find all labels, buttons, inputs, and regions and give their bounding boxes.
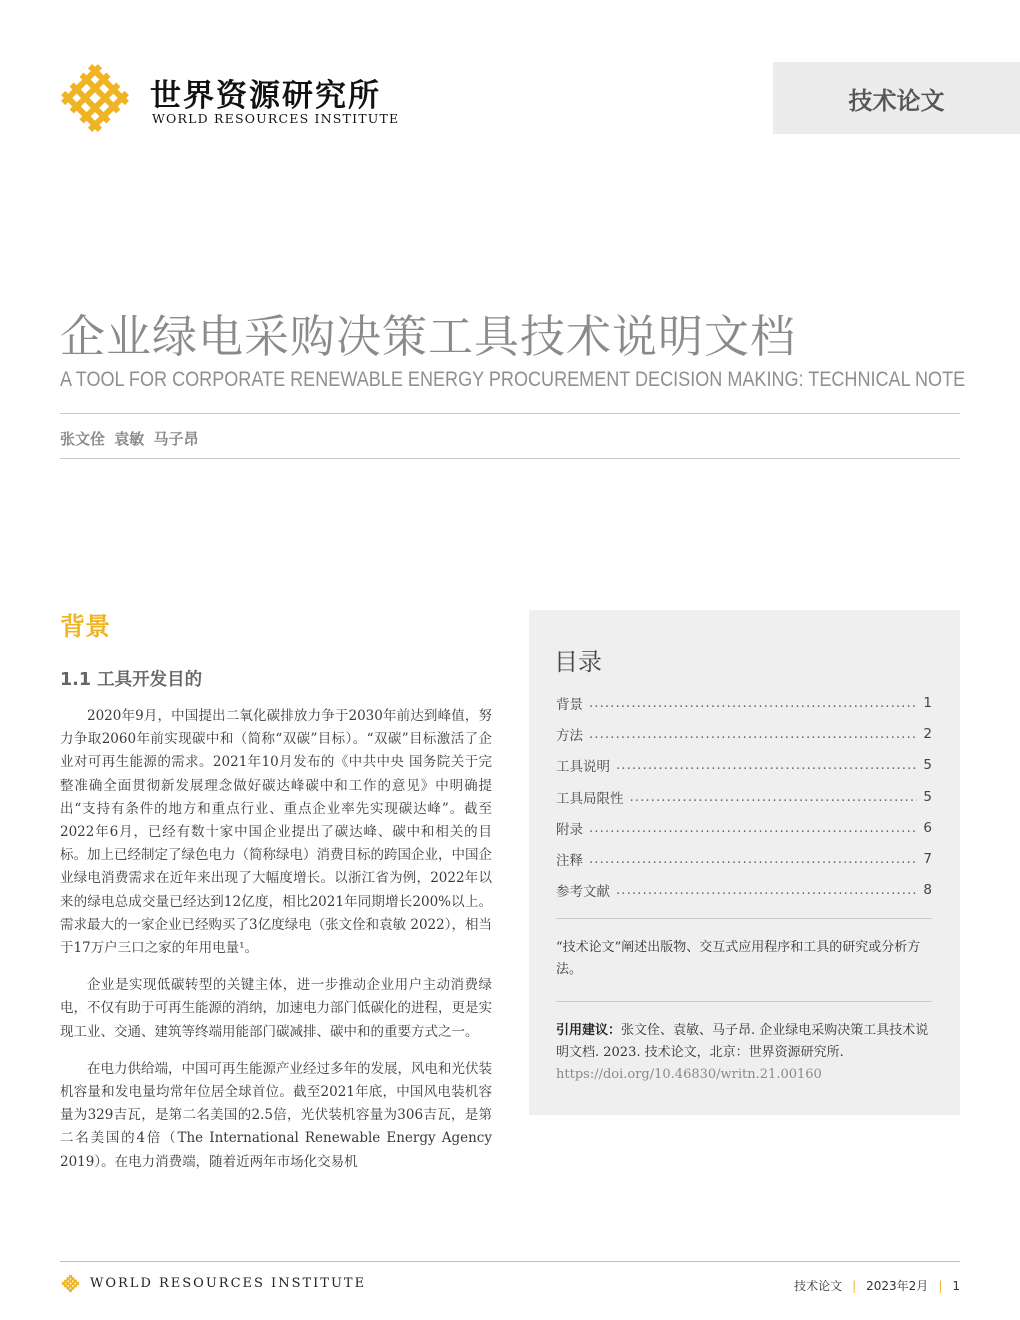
toc-leader: [589, 820, 917, 836]
org-name-en: WORLD RESOURCES INSTITUTE: [152, 111, 400, 126]
toc-label: 背景: [556, 696, 583, 713]
toc-leader: [589, 851, 917, 867]
paragraph: 在电力供给端，中国可再生能源产业经过多年的发展，风电和光伏装机容量和发电量均常年位居全球首位。截至2021年底，中国风电装机容量为329吉瓦，是第二名美国的2.5倍，光伏装机容量为306吉瓦，是第二名美国的4倍（The International Renewable Energy Agency 2019）。在电力消费端，随着近两年市场化交易机: [60, 1060, 492, 1170]
toc-label: 附录: [556, 821, 583, 838]
toc-page: 7: [923, 851, 932, 868]
document-title-en: A TOOL FOR CORPORATE RENEWABLE ENERGY PROCUREMENT DECISION MAKING: TECHNICAL NOTE: [60, 368, 966, 391]
doc-type-note: “技术论文”阐述出版物、交互式应用程序和工具的研究或分析方法。: [556, 940, 921, 977]
toc-label: 方法: [556, 727, 583, 744]
footer-org: WORLD RESOURCES INSTITUTE: [90, 1276, 367, 1291]
table-of-contents: [556, 687, 932, 906]
toc-page: 8: [923, 882, 932, 899]
footer-doc-type: 技术论文: [794, 1279, 843, 1293]
toc-item[interactable]: [556, 812, 932, 843]
toc-item[interactable]: [556, 718, 932, 749]
wri-logo-icon: [55, 58, 135, 138]
citation-label: 引用建议：: [556, 1023, 622, 1038]
citation-text: 张文佺、袁敏、马子昂. 企业绿电采购决策工具技术说明文档. 2023. 技术论文，北京：世界资源研究所.: [556, 1023, 929, 1060]
divider: [60, 413, 960, 414]
footer-divider: [60, 1261, 960, 1262]
toc-page: 5: [923, 757, 932, 774]
toc-leader: [616, 882, 917, 898]
footer-date: 2023年2月: [866, 1279, 929, 1293]
toc-page: 6: [923, 819, 932, 836]
toc-title: 目录: [554, 648, 602, 676]
toc-page: 2: [923, 725, 932, 742]
section-heading: 背景: [60, 612, 111, 641]
toc-label: 工具说明: [556, 759, 610, 776]
org-name-cn: 世界资源研究所: [150, 78, 381, 114]
toc-label: 注释: [556, 853, 583, 870]
toc-leader: [630, 789, 918, 805]
divider: [556, 918, 932, 919]
divider: [556, 1001, 932, 1002]
toc-leader: [589, 695, 917, 711]
toc-page: 1: [923, 694, 932, 711]
footer-separator: |: [938, 1279, 943, 1293]
page-number: 1: [952, 1279, 960, 1293]
divider: [60, 458, 960, 459]
toc-page: 5: [923, 788, 932, 805]
doc-type-badge: 技术论文: [773, 62, 1020, 134]
toc-item[interactable]: [556, 750, 932, 781]
wri-logo-small-icon: [60, 1273, 81, 1294]
footer-meta: [794, 1277, 960, 1294]
authors: 张文佺 袁敏 马子昂: [60, 430, 199, 448]
paragraph: 2020年9月，中国提出二氧化碳排放力争于2030年前达到峰值，努力争取2060年前实现碳中和（简称“双碳”目标）。“双碳”目标激活了企业对可再生能源的需求。2021年10月发布的《中共中央 国务院关于完整准确全面贯彻新发展理念做好碳达峰碳中和工作的意见》中明确提出“支持有条件的地方和重点行业、重点企业率先实现碳达峰”。截至2022年6月，已经有数十家中国企业提出了碳达峰、碳中和相关的目标。加上已经制定了绿色电力（简称绿电）消费目标的跨国企业，中国企业绿电消费需求在近年来出现了大幅度增长。以浙江省为例，2022年以来的绿电总成交量已经达到12亿度，相比2021年同期增长200%以上。需求最大的一家企业已经购买了3亿度绿电（张文佺和袁敏 2022），相当于17万户三口之家的年用电量¹。: [60, 708, 492, 957]
subsection-heading: 1.1 工具开发目的: [60, 670, 203, 690]
citation: [556, 1020, 932, 1086]
toc-item[interactable]: [556, 875, 932, 906]
doi-link[interactable]: https://doi.org/10.46830/writn.21.00160: [556, 1067, 822, 1082]
toc-item[interactable]: [556, 781, 932, 812]
toc-label: 工具局限性: [556, 790, 624, 807]
toc-item[interactable]: [556, 843, 932, 874]
toc-item[interactable]: [556, 687, 932, 718]
body-text: [60, 705, 492, 1188]
toc-leader: [616, 757, 917, 773]
footer-separator: |: [852, 1279, 857, 1293]
toc-label: 参考文献: [556, 884, 610, 901]
paragraph: 企业是实现低碳转型的关键主体，进一步推动企业用户主动消费绿电，不仅有助于可再生能源的消纳，加速电力部门低碳化的进程，更是实现工业、交通、建筑等终端用能部门碳减排、碳中和的重要方式之一。: [60, 977, 492, 1040]
toc-leader: [589, 726, 917, 742]
document-title-cn: 企业绿电采购决策工具技术说明文档: [60, 310, 797, 363]
